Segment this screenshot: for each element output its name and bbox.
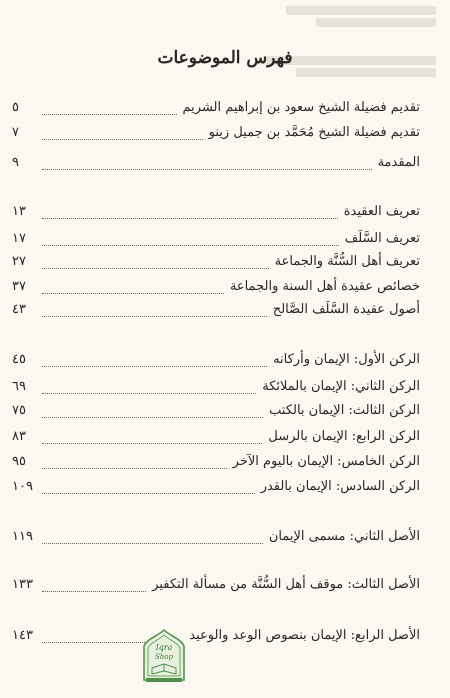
dot-leader (42, 209, 338, 219)
toc-entry (12, 529, 420, 549)
toc-entry-page-number: ٥ (12, 100, 19, 115)
toc-entry (12, 155, 420, 175)
toc-entry (12, 204, 420, 224)
dot-leader (42, 236, 339, 246)
toc-entry (12, 379, 420, 399)
toc-entry-title: الركن الثالث: الإيمان بالكتب (269, 403, 420, 418)
dot-leader (42, 307, 267, 317)
toc-entry-page-number: ٧ (12, 125, 19, 140)
dot-leader (42, 357, 267, 367)
dot-leader (42, 259, 269, 269)
toc-entry (12, 279, 420, 299)
toc-entry-page-number: ١٧ (12, 231, 26, 246)
dot-leader (42, 160, 372, 170)
toc-entry-page-number: ١٣ (12, 204, 26, 219)
toc-entry-title: تقديم فضيلة الشيخ مُحَمَّد بن جميل زينو (208, 125, 420, 140)
toc-entry-title: تعريف أهل السُّنَّة والجماعة (274, 254, 420, 269)
toc-entry (12, 454, 420, 474)
svg-text:Iqra: Iqra (155, 643, 173, 652)
toc-entry-title: الركن السادس: الإيمان بالقدر (260, 479, 420, 494)
toc-entry (12, 577, 420, 597)
toc-entry-title: أصول عقيدة السَّلَف الصَّالح (272, 302, 420, 317)
toc-entry-title: الأصل الثاني: مسمى الإيمان (268, 529, 420, 544)
toc-entry (12, 352, 420, 372)
toc-entry (12, 125, 420, 145)
toc-entry-page-number: ٨٣ (12, 429, 26, 444)
toc-entry-title: الركن الخامس: الإيمان باليوم الآخر (232, 454, 420, 469)
toc-entry-page-number: ١٤٣ (12, 628, 33, 643)
toc-entry-title: تقديم فضيلة الشيخ سعود بن إبراهيم الشريم (182, 100, 420, 115)
dot-leader (42, 459, 227, 469)
toc-entry (12, 231, 420, 251)
dot-leader (42, 434, 262, 444)
toc-entry-page-number: ٩ (12, 155, 19, 170)
toc-entry-page-number: ١١٩ (12, 529, 33, 544)
dot-leader (42, 534, 263, 544)
dot-leader (42, 384, 256, 394)
toc-entry-title: الأصل الرابع: الإيمان بنصوص الوعد والوعيد (189, 628, 420, 643)
toc-entry-title: الركن الأول: الإيمان وأركانه (273, 352, 420, 367)
dot-leader (42, 582, 146, 592)
toc-entry-page-number: ٤٣ (12, 302, 26, 317)
toc-entry (12, 302, 420, 322)
dot-leader (42, 105, 177, 115)
toc-entry-title: الأصل الثالث: موقف أهل السُّنَّة من مسألة التكفير (152, 577, 420, 592)
toc-entry (12, 254, 420, 274)
toc-entry-page-number: ١٣٣ (12, 577, 33, 592)
toc-entry-page-number: ٢٧ (12, 254, 26, 269)
svg-text:Shop: Shop (155, 653, 173, 661)
dot-leader (42, 130, 203, 140)
toc-entry (12, 429, 420, 449)
toc-entry-page-number: ٧٥ (12, 403, 26, 418)
toc-entry (12, 479, 420, 499)
toc-entry (12, 403, 420, 423)
toc-entry (12, 628, 420, 648)
toc-entry-title: المقدمة (377, 155, 420, 170)
toc-entry-page-number: ١٠٩ (12, 479, 33, 494)
toc-entry-page-number: ٩٥ (12, 454, 26, 469)
dot-leader (42, 484, 255, 494)
toc-entry-title: تعريف السَّلَف (344, 231, 420, 246)
toc-entry-page-number: ٦٩ (12, 379, 26, 394)
toc-entry-title: الركن الثاني: الإيمان بالملائكة (262, 379, 420, 394)
toc-entry-title: خصائص عقيدة أهل السنة والجماعة (229, 279, 420, 294)
toc-entry-page-number: ٤٥ (12, 352, 26, 367)
toc-entry-title: تعريف العقيدة (343, 204, 420, 219)
toc-entry-title: الركن الرابع: الإيمان بالرسل (268, 429, 420, 444)
toc-entry (12, 100, 420, 120)
iqra-shop-logo (140, 628, 188, 684)
page-title: فهرس الموضوعات (157, 48, 293, 68)
dot-leader (42, 284, 224, 294)
toc-entry-page-number: ٣٧ (12, 279, 26, 294)
show-through-text (210, 0, 450, 80)
dot-leader (42, 408, 263, 418)
